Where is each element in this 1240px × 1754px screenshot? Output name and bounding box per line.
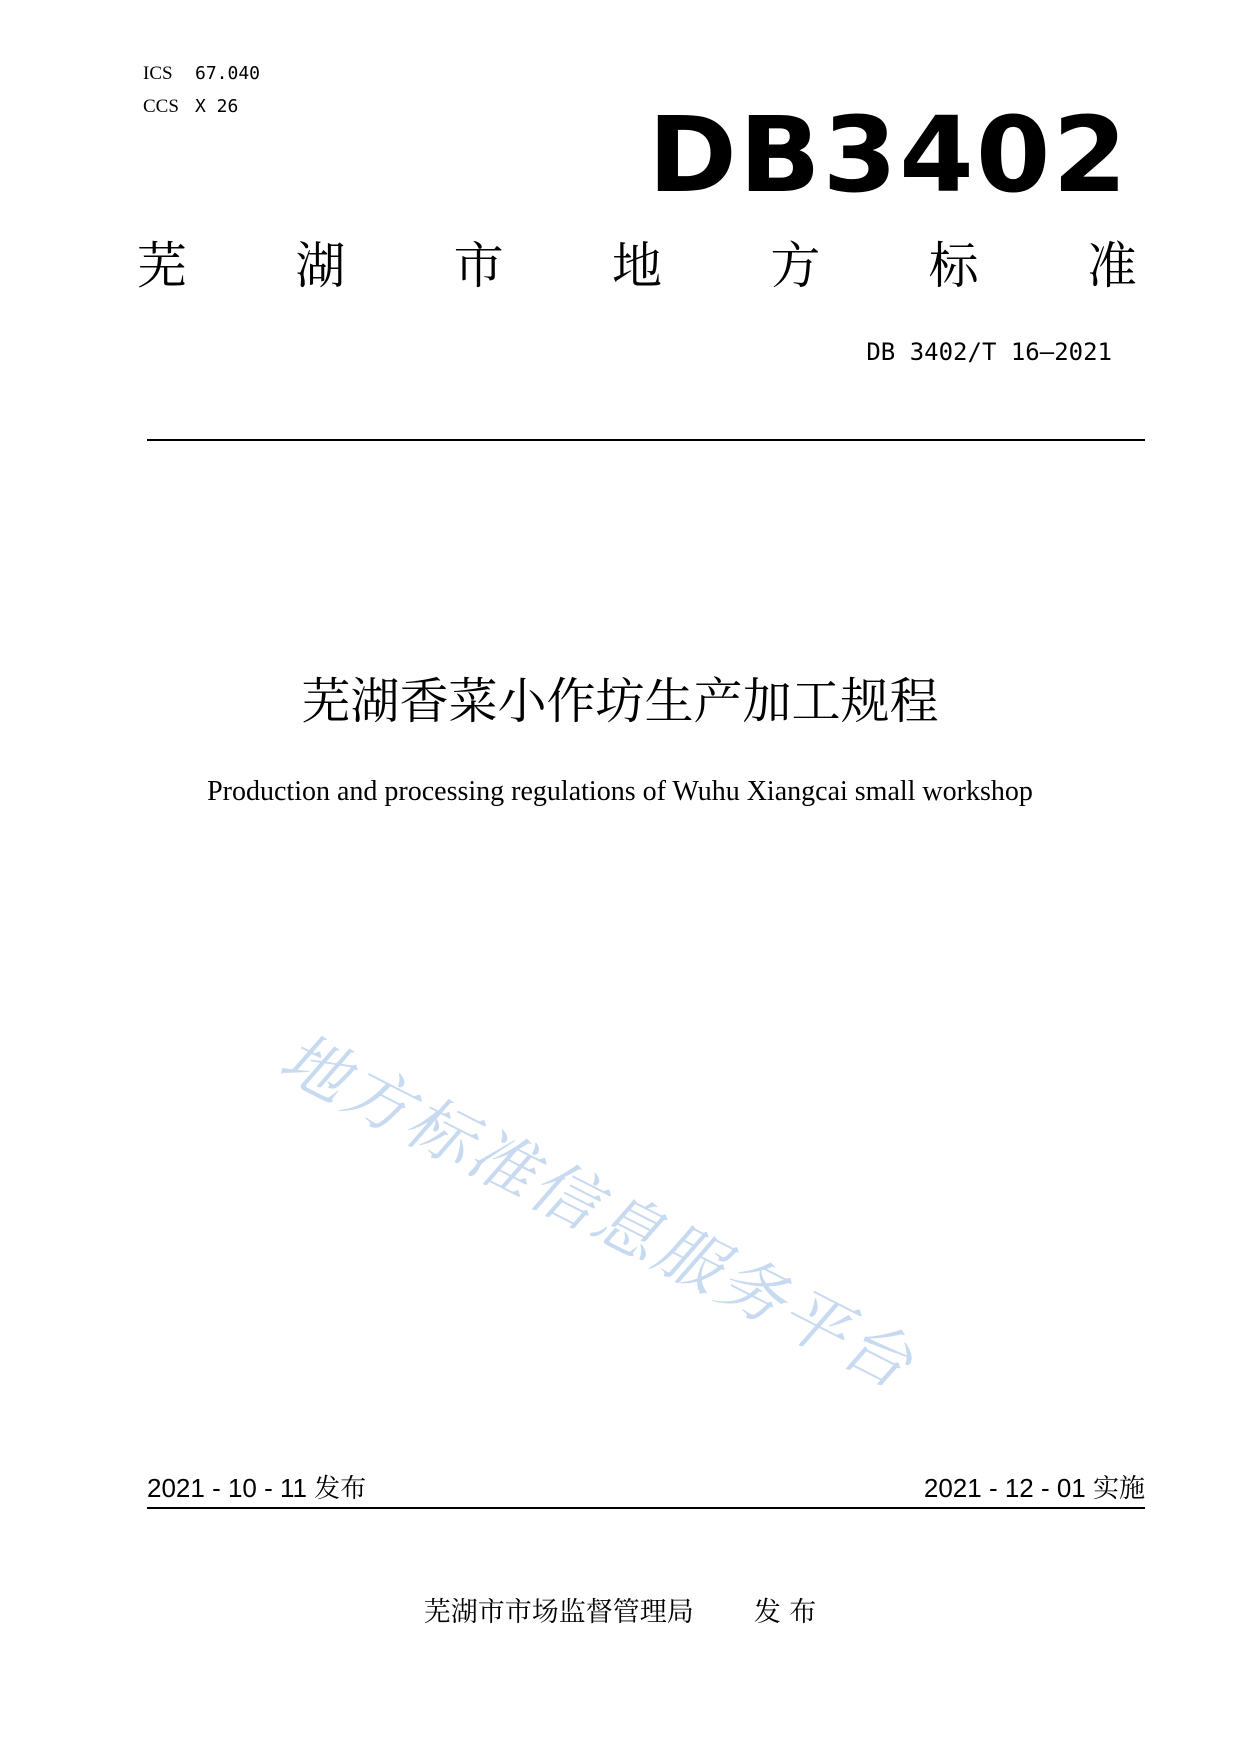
watermark: 地方标准信息服务平台 [268, 1018, 927, 1405]
ics-label: ICS [143, 63, 173, 84]
heading-char: 市 [453, 237, 504, 295]
issuer-action: 发 布 [753, 1597, 817, 1628]
heading-char: 准 [1086, 237, 1137, 295]
ccs-value: X 26 [195, 96, 239, 117]
heading-char: 地 [611, 237, 662, 295]
issuer-name: 芜湖市市场监督管理局 [423, 1597, 694, 1628]
heading-char: 湖 [295, 237, 346, 295]
issuer-line [0, 1590, 1240, 1629]
ics-row [143, 57, 260, 90]
classification-codes [143, 57, 260, 123]
implement-date: 2021 - 12 - 01 实施 [923, 1473, 1145, 1503]
db-code-logo: DB3402 [648, 94, 1130, 216]
ccs-row [143, 90, 260, 123]
heading-char: 方 [770, 237, 821, 295]
ics-value: 67.040 [195, 63, 261, 84]
bottom-divider [147, 1507, 1145, 1509]
standard-number: DB 3402/T 16—2021 [866, 338, 1112, 366]
heading-char: 标 [928, 237, 979, 295]
publish-date: 2021 - 10 - 11 发布 [147, 1473, 367, 1503]
ccs-label: CCS [143, 96, 179, 117]
top-divider [147, 439, 1145, 441]
document-title-chinese: 芜湖香菜小作坊生产加工规程 [301, 673, 939, 730]
standard-type-heading [137, 236, 1137, 296]
heading-char: 芜 [137, 237, 187, 295]
document-title-english: Production and processing regulations of Wuhu Xiangcai small workshop [207, 776, 1033, 807]
